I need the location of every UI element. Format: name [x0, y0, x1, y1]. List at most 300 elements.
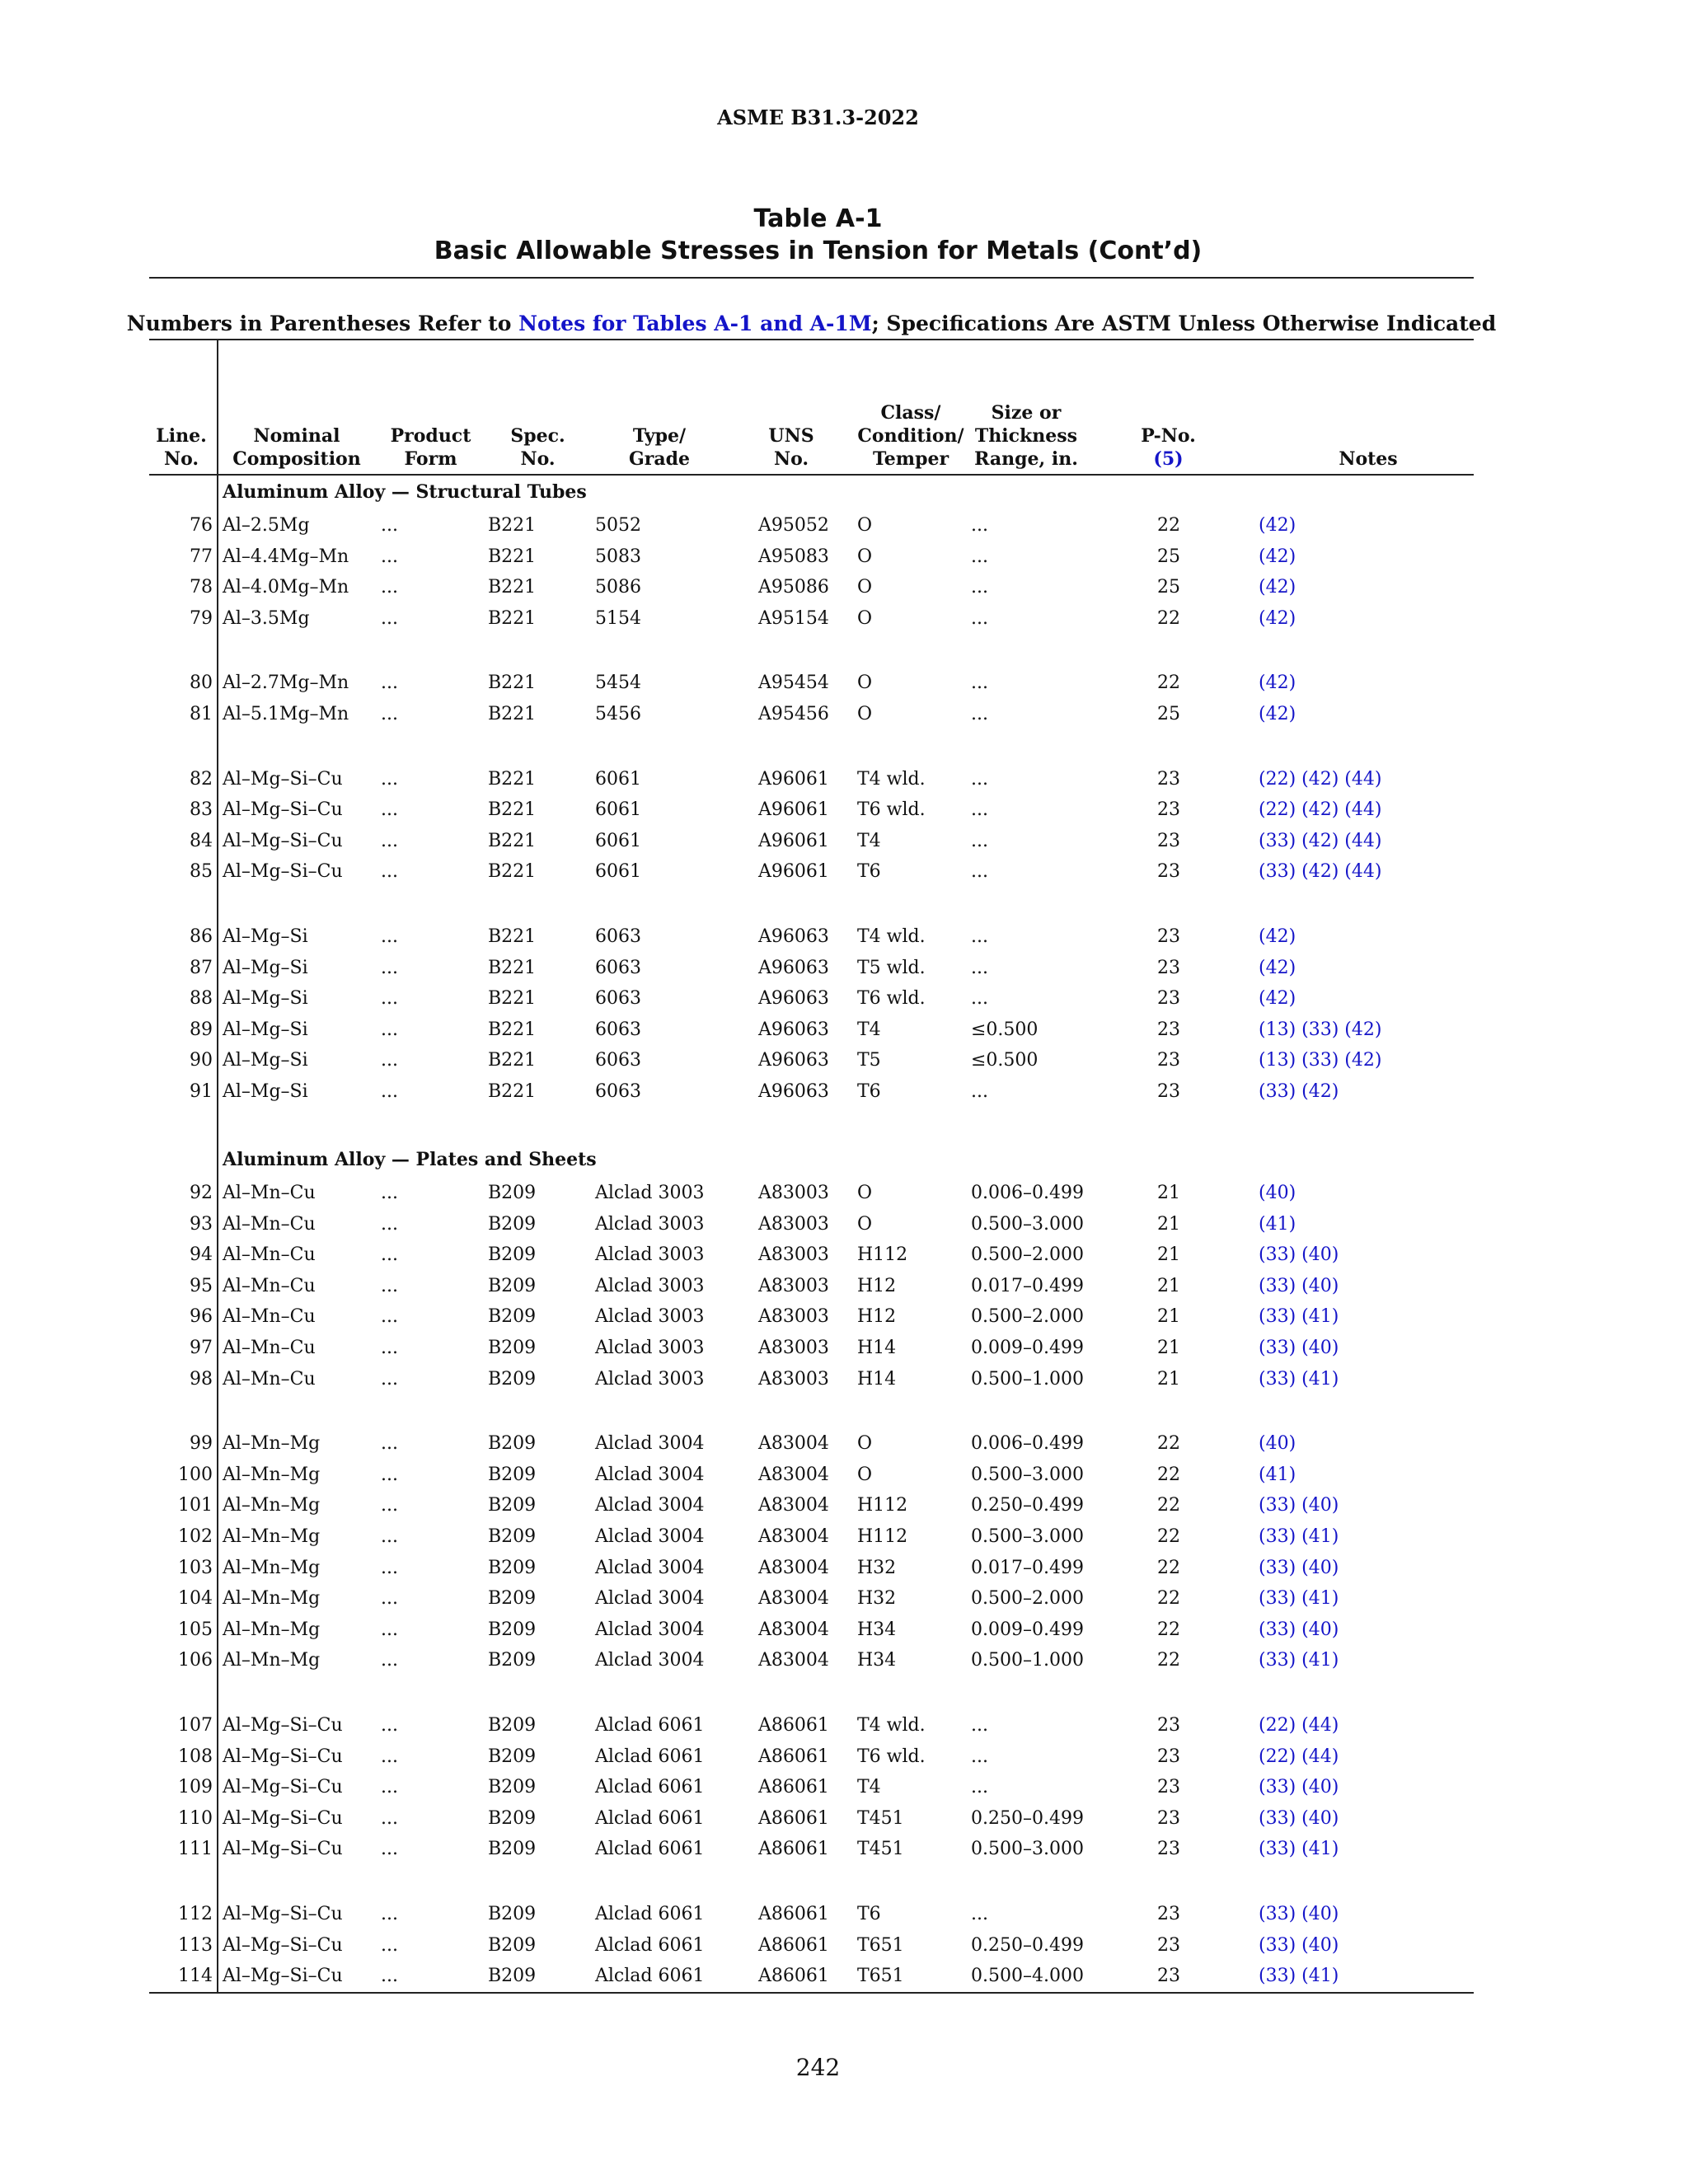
table-row	[0, 1081, 1688, 1113]
table-row	[0, 958, 1688, 989]
cell-spec: B209	[488, 1650, 537, 1671]
cell-spec: B209	[488, 1966, 537, 1986]
cell-notes[interactable]: (42)	[1259, 608, 1296, 629]
cell-pno: 22	[1157, 1433, 1180, 1454]
cell-notes[interactable]: (33) (42) (44)	[1259, 861, 1382, 882]
col-header-form-2: Form	[404, 448, 457, 470]
cell-type: 5086	[595, 577, 641, 598]
cell-notes[interactable]: (33) (40)	[1259, 1244, 1339, 1265]
cell-uns: A96061	[758, 831, 829, 851]
cell-pno: 25	[1157, 546, 1180, 567]
cell-cls: T651	[857, 1966, 904, 1986]
cell-no: 79	[190, 608, 213, 629]
table-row	[0, 1839, 1688, 1870]
cell-form: ...	[381, 577, 398, 598]
cell-notes[interactable]: (33) (41)	[1259, 1526, 1339, 1547]
cell-form: ...	[381, 704, 398, 724]
cell-cls: T4	[857, 1777, 881, 1797]
cell-form: ...	[381, 926, 398, 947]
cell-form: ...	[381, 546, 398, 567]
cell-notes[interactable]: (22) (42) (44)	[1259, 769, 1382, 790]
col-header-size-3: Range, in.	[974, 448, 1078, 470]
cell-pno: 21	[1157, 1183, 1180, 1203]
cell-spec: B209	[488, 1526, 537, 1547]
cell-comp: Al–Mn–Mg	[223, 1650, 321, 1671]
cell-size: ...	[971, 673, 988, 693]
cell-spec: B221	[488, 1050, 537, 1071]
cell-spec: B209	[488, 1465, 537, 1485]
cell-spec: B221	[488, 1081, 537, 1102]
cell-type: Alclad 3003	[595, 1306, 705, 1327]
cell-notes[interactable]: (42)	[1259, 577, 1296, 598]
col-header-cls	[857, 401, 964, 471]
cell-notes[interactable]: (22) (42) (44)	[1259, 799, 1382, 820]
cell-form: ...	[381, 608, 398, 629]
cell-cls: H32	[857, 1588, 897, 1609]
cell-pno: 23	[1157, 1019, 1180, 1040]
cell-notes[interactable]: (42)	[1259, 988, 1296, 1009]
cell-comp: Al–Mg–Si	[223, 1050, 308, 1071]
cell-form: ...	[381, 988, 398, 1009]
cell-uns: A96061	[758, 861, 829, 882]
cell-uns: A83003	[758, 1369, 829, 1390]
cell-notes[interactable]: (13) (33) (42)	[1259, 1019, 1382, 1040]
cell-form: ...	[381, 831, 398, 851]
cell-type: Alclad 3004	[595, 1558, 705, 1578]
cell-cls: H12	[857, 1276, 897, 1296]
cell-uns: A83004	[758, 1465, 829, 1485]
cell-form: ...	[381, 1465, 398, 1485]
cell-no: 107	[178, 1715, 213, 1736]
col-header-notes	[1327, 448, 1409, 471]
cell-notes[interactable]: (33) (41)	[1259, 1966, 1339, 1986]
col-header-cls-1: Class/	[880, 402, 941, 424]
cell-form: ...	[381, 1966, 398, 1986]
cell-comp: Al–Mn–Mg	[223, 1619, 321, 1640]
cell-no: 112	[178, 1904, 213, 1924]
cell-spec: B221	[488, 926, 537, 947]
cell-uns: A95456	[758, 704, 829, 724]
cell-uns: A83004	[758, 1526, 829, 1547]
cell-comp: Al–Mg–Si–Cu	[223, 1935, 343, 1956]
cell-spec: B221	[488, 861, 537, 882]
table-row	[0, 1244, 1688, 1276]
cell-form: ...	[381, 1808, 398, 1829]
cell-no: 103	[178, 1558, 213, 1578]
cell-type: Alclad 3003	[595, 1244, 705, 1265]
cell-uns: A86061	[758, 1808, 829, 1829]
cell-notes[interactable]: (42)	[1259, 704, 1296, 724]
cell-pno: 25	[1157, 577, 1180, 598]
cell-notes[interactable]: (42)	[1259, 515, 1296, 536]
cell-form: ...	[381, 1214, 398, 1235]
cell-uns: A96063	[758, 926, 829, 947]
cell-type: 6061	[595, 861, 641, 882]
cell-no: 111	[178, 1839, 213, 1859]
cell-size: ...	[971, 1715, 988, 1736]
cell-uns: A83004	[758, 1558, 829, 1578]
cell-no: 98	[190, 1369, 213, 1390]
cell-type: Alclad 6061	[595, 1904, 705, 1924]
cell-uns: A83003	[758, 1244, 829, 1265]
cell-spec: B209	[488, 1306, 537, 1327]
cell-type: Alclad 3003	[595, 1183, 705, 1203]
cell-form: ...	[381, 1526, 398, 1547]
cell-notes[interactable]: (33) (41)	[1259, 1369, 1339, 1390]
pno-note-link[interactable]: (5)	[1153, 448, 1184, 470]
cell-spec: B209	[488, 1839, 537, 1859]
cell-form: ...	[381, 1619, 398, 1640]
title-rule	[149, 277, 1474, 279]
cell-pno: 23	[1157, 1081, 1180, 1102]
cell-form: ...	[381, 1369, 398, 1390]
cell-size: 0.250–0.499	[971, 1495, 1084, 1516]
cell-cls: T6	[857, 1081, 881, 1102]
table-row	[0, 1746, 1688, 1778]
cell-comp: Al–Mn–Mg	[223, 1526, 321, 1547]
table-row	[0, 1338, 1688, 1369]
cell-notes[interactable]: (13) (33) (42)	[1259, 1050, 1382, 1071]
cell-size: ...	[971, 769, 988, 790]
cell-notes[interactable]: (41)	[1259, 1214, 1296, 1235]
cell-spec: B209	[488, 1214, 537, 1235]
table-row	[0, 1650, 1688, 1681]
cell-notes[interactable]: (33) (41)	[1259, 1839, 1339, 1859]
cell-form: ...	[381, 1081, 398, 1102]
cell-no: 86	[190, 926, 213, 947]
cell-size: ...	[971, 831, 988, 851]
cell-cls: H14	[857, 1369, 897, 1390]
col-header-line-1: Line.	[156, 425, 207, 447]
cell-no: 110	[178, 1808, 213, 1829]
cell-cls: O	[857, 673, 873, 693]
cell-no: 106	[178, 1650, 213, 1671]
cell-size: ...	[971, 546, 988, 567]
cell-no: 80	[190, 673, 213, 693]
cell-type: 5456	[595, 704, 641, 724]
table-row	[0, 1433, 1688, 1465]
cell-pno: 22	[1157, 1495, 1180, 1516]
cell-form: ...	[381, 1019, 398, 1040]
cell-uns: A83003	[758, 1183, 829, 1203]
cell-cls: T6 wld.	[857, 1746, 926, 1767]
cell-size: 0.009–0.499	[971, 1338, 1084, 1358]
cell-comp: Al–4.0Mg–Mn	[223, 577, 349, 598]
table-row	[0, 831, 1688, 862]
cell-type: Alclad 6061	[595, 1935, 705, 1956]
col-header-notes-1: Notes	[1339, 448, 1398, 470]
notes-suffix: ; Specifications Are ASTM Unless Otherwise Indicated	[871, 312, 1497, 335]
cell-comp: Al–Mg–Si–Cu	[223, 1715, 343, 1736]
cell-comp: Al–Mg–Si–Cu	[223, 1904, 343, 1924]
cell-no: 92	[190, 1183, 213, 1203]
cell-size: ...	[971, 1746, 988, 1767]
table-row	[0, 1935, 1688, 1966]
table-row	[0, 1369, 1688, 1400]
col-header-cls-3: Temper	[872, 448, 950, 470]
cell-size: 0.006–0.499	[971, 1183, 1084, 1203]
cell-notes[interactable]: (41)	[1259, 1465, 1296, 1485]
cell-uns: A86061	[758, 1966, 829, 1986]
cell-size: ...	[971, 704, 988, 724]
cell-uns: A96063	[758, 1050, 829, 1071]
cell-size: 0.250–0.499	[971, 1808, 1084, 1829]
cell-type: Alclad 3004	[595, 1619, 705, 1640]
cell-type: Alclad 3004	[595, 1495, 705, 1516]
cell-type: 6061	[595, 831, 641, 851]
cell-form: ...	[381, 1777, 398, 1797]
cell-notes[interactable]: (40)	[1259, 1183, 1296, 1203]
cell-comp: Al–Mg–Si	[223, 958, 308, 978]
cell-cls: H112	[857, 1244, 908, 1265]
table-row	[0, 926, 1688, 958]
cell-no: 77	[190, 546, 213, 567]
cell-pno: 21	[1157, 1214, 1180, 1235]
cell-spec: B209	[488, 1558, 537, 1578]
cell-uns: A83003	[758, 1306, 829, 1327]
cell-size: 0.009–0.499	[971, 1619, 1084, 1640]
cell-comp: Al–Mn–Mg	[223, 1495, 321, 1516]
cell-no: 94	[190, 1244, 213, 1265]
cell-comp: Al–Mn–Mg	[223, 1558, 321, 1578]
table-row	[0, 1495, 1688, 1526]
cell-notes[interactable]: (33) (41)	[1259, 1306, 1339, 1327]
table-row	[0, 515, 1688, 546]
cell-spec: B221	[488, 577, 537, 598]
cell-spec: B209	[488, 1588, 537, 1609]
cell-type: Alclad 6061	[595, 1715, 705, 1736]
cell-no: 101	[178, 1495, 213, 1516]
cell-size: ...	[971, 1904, 988, 1924]
cell-comp: Al–Mg–Si–Cu	[223, 831, 343, 851]
table-row	[0, 861, 1688, 893]
cell-no: 85	[190, 861, 213, 882]
cell-cls: H112	[857, 1526, 908, 1547]
cell-spec: B221	[488, 608, 537, 629]
cell-spec: B221	[488, 831, 537, 851]
table-row	[0, 1183, 1688, 1214]
cell-cls: H34	[857, 1650, 897, 1671]
cell-form: ...	[381, 1746, 398, 1767]
cell-comp: Al–Mn–Cu	[223, 1306, 316, 1327]
cell-cls: O	[857, 515, 873, 536]
cell-uns: A96063	[758, 1019, 829, 1040]
cell-no: 82	[190, 769, 213, 790]
page-number: 242	[795, 2054, 841, 2081]
cell-pno: 22	[1157, 1558, 1180, 1578]
table-row	[0, 1214, 1688, 1245]
table-row	[0, 1019, 1688, 1051]
cell-uns: A83003	[758, 1276, 829, 1296]
cell-uns: A83004	[758, 1495, 829, 1516]
cell-pno: 22	[1157, 1588, 1180, 1609]
cell-no: 78	[190, 577, 213, 598]
cell-notes[interactable]: (42)	[1259, 926, 1296, 947]
cell-notes[interactable]: (33) (40)	[1259, 1558, 1339, 1578]
cell-no: 90	[190, 1050, 213, 1071]
cell-spec: B209	[488, 1777, 537, 1797]
cell-pno: 23	[1157, 769, 1180, 790]
cell-size: 0.500–3.000	[971, 1839, 1084, 1859]
cell-notes[interactable]: (40)	[1259, 1433, 1296, 1454]
cell-uns: A95154	[758, 608, 829, 629]
cell-spec: B221	[488, 1019, 537, 1040]
cell-pno: 22	[1157, 1526, 1180, 1547]
cell-no: 102	[178, 1526, 213, 1547]
cell-pno: 21	[1157, 1306, 1180, 1327]
cell-type: Alclad 3003	[595, 1214, 705, 1235]
cell-notes[interactable]: (33) (42)	[1259, 1081, 1339, 1102]
cell-no: 81	[190, 704, 213, 724]
cell-spec: B221	[488, 958, 537, 978]
col-header-uns-1: UNS	[768, 425, 814, 447]
cell-notes[interactable]: (33) (42) (44)	[1259, 831, 1382, 851]
running-header: ASME B31.3-2022	[717, 105, 919, 129]
cell-spec: B209	[488, 1433, 537, 1454]
cell-uns: A83004	[758, 1619, 829, 1640]
cell-size: 0.250–0.499	[971, 1935, 1084, 1956]
cell-type: 6063	[595, 958, 641, 978]
cell-uns: A86061	[758, 1746, 829, 1767]
cell-size: ...	[971, 926, 988, 947]
cell-form: ...	[381, 1650, 398, 1671]
cell-notes[interactable]: (33) (40)	[1259, 1619, 1339, 1640]
cell-cls: O	[857, 608, 873, 629]
cell-notes[interactable]: (42)	[1259, 958, 1296, 978]
cell-size: 0.500–2.000	[971, 1306, 1084, 1327]
cell-size: ≤0.500	[971, 1019, 1039, 1040]
cell-notes[interactable]: (33) (40)	[1259, 1808, 1339, 1829]
cell-cls: H34	[857, 1619, 897, 1640]
cell-notes[interactable]: (33) (40)	[1259, 1777, 1339, 1797]
cell-notes[interactable]: (33) (40)	[1259, 1495, 1339, 1516]
cell-no: 93	[190, 1214, 213, 1235]
cell-spec: B209	[488, 1619, 537, 1640]
cell-comp: Al–Mg–Si–Cu	[223, 1777, 343, 1797]
cell-size: ≤0.500	[971, 1050, 1039, 1071]
cell-spec: B209	[488, 1715, 537, 1736]
header-bottom-rule	[149, 474, 1474, 476]
cell-notes[interactable]: (42)	[1259, 673, 1296, 693]
cell-type: 5052	[595, 515, 641, 536]
cell-spec: B209	[488, 1244, 537, 1265]
cell-comp: Al–Mn–Mg	[223, 1465, 321, 1485]
table-bottom-rule	[149, 1992, 1474, 1994]
cell-comp: Al–Mn–Cu	[223, 1244, 316, 1265]
cell-notes[interactable]: (33) (40)	[1259, 1935, 1339, 1956]
notes-link[interactable]: Notes for Tables A-1 and A-1M	[518, 312, 872, 335]
cell-form: ...	[381, 769, 398, 790]
cell-cls: T6 wld.	[857, 988, 926, 1009]
col-header-comp-1: Nominal	[253, 425, 340, 447]
cell-no: 91	[190, 1081, 213, 1102]
table-row	[0, 1526, 1688, 1558]
col-header-pno	[1133, 424, 1203, 471]
cell-type: Alclad 3004	[595, 1526, 705, 1547]
cell-pno: 23	[1157, 799, 1180, 820]
header-top-rule	[149, 339, 1474, 340]
cell-cls: T4 wld.	[857, 1715, 926, 1736]
cell-notes[interactable]: (22) (44)	[1259, 1746, 1339, 1767]
cell-pno: 23	[1157, 1777, 1180, 1797]
cell-pno: 22	[1157, 515, 1180, 536]
cell-cls: O	[857, 704, 873, 724]
cell-notes[interactable]: (33) (40)	[1259, 1338, 1339, 1358]
cell-no: 99	[190, 1433, 213, 1454]
table-row	[0, 1050, 1688, 1081]
cell-type: Alclad 6061	[595, 1808, 705, 1829]
cell-cls: H32	[857, 1558, 897, 1578]
cell-form: ...	[381, 1276, 398, 1296]
cell-notes[interactable]: (22) (44)	[1259, 1715, 1339, 1736]
cell-type: Alclad 3003	[595, 1369, 705, 1390]
col-header-cls-2: Condition/	[857, 425, 964, 447]
cell-uns: A86061	[758, 1777, 829, 1797]
cell-notes[interactable]: (33) (41)	[1259, 1650, 1339, 1671]
cell-uns: A86061	[758, 1839, 829, 1859]
cell-type: Alclad 6061	[595, 1746, 705, 1767]
cell-uns: A96063	[758, 958, 829, 978]
cell-size: 0.500–4.000	[971, 1966, 1084, 1986]
cell-no: 105	[178, 1619, 213, 1640]
cell-comp: Al–Mg–Si	[223, 988, 308, 1009]
cell-notes[interactable]: (33) (41)	[1259, 1588, 1339, 1609]
cell-form: ...	[381, 1183, 398, 1203]
cell-type: Alclad 3003	[595, 1338, 705, 1358]
cell-no: 76	[190, 515, 213, 536]
cell-spec: B209	[488, 1746, 537, 1767]
cell-size: 0.500–2.000	[971, 1244, 1084, 1265]
col-header-uns-2: No.	[773, 448, 809, 470]
cell-form: ...	[381, 1588, 398, 1609]
cell-cls: O	[857, 1433, 873, 1454]
cell-cls: T6 wld.	[857, 799, 926, 820]
table-row	[0, 799, 1688, 831]
cell-form: ...	[381, 1338, 398, 1358]
col-header-size-1: Size or	[991, 402, 1062, 424]
col-header-uns	[758, 424, 824, 471]
cell-form: ...	[381, 1935, 398, 1956]
table-row	[0, 1808, 1688, 1840]
cell-no: 89	[190, 1019, 213, 1040]
col-header-comp	[231, 424, 363, 471]
cell-notes[interactable]: (33) (40)	[1259, 1276, 1339, 1296]
cell-pno: 22	[1157, 1650, 1180, 1671]
cell-comp: Al–4.4Mg–Mn	[223, 546, 349, 567]
cell-notes[interactable]: (33) (40)	[1259, 1904, 1339, 1924]
col-header-comp-2: Composition	[232, 448, 361, 470]
cell-notes[interactable]: (42)	[1259, 546, 1296, 567]
cell-cls: O	[857, 577, 873, 598]
cell-comp: Al–3.5Mg	[223, 608, 310, 629]
cell-cls: T5 wld.	[857, 958, 926, 978]
cell-cls: T5	[857, 1050, 881, 1071]
cell-pno: 23	[1157, 1746, 1180, 1767]
cell-pno: 23	[1157, 1904, 1180, 1924]
cell-cls: T451	[857, 1808, 904, 1829]
col-header-spec-1: Spec.	[510, 425, 565, 447]
col-header-line-2: No.	[163, 448, 199, 470]
cell-comp: Al–Mn–Cu	[223, 1276, 316, 1296]
cell-no: 114	[178, 1966, 213, 1986]
cell-cls: T451	[857, 1839, 904, 1859]
section-title: Aluminum Alloy — Structural Tubes	[223, 481, 587, 503]
cell-comp: Al–Mn–Mg	[223, 1588, 321, 1609]
col-header-type-1: Type/	[632, 425, 687, 447]
cell-no: 84	[190, 831, 213, 851]
cell-cls: O	[857, 1183, 873, 1203]
cell-spec: B209	[488, 1808, 537, 1829]
